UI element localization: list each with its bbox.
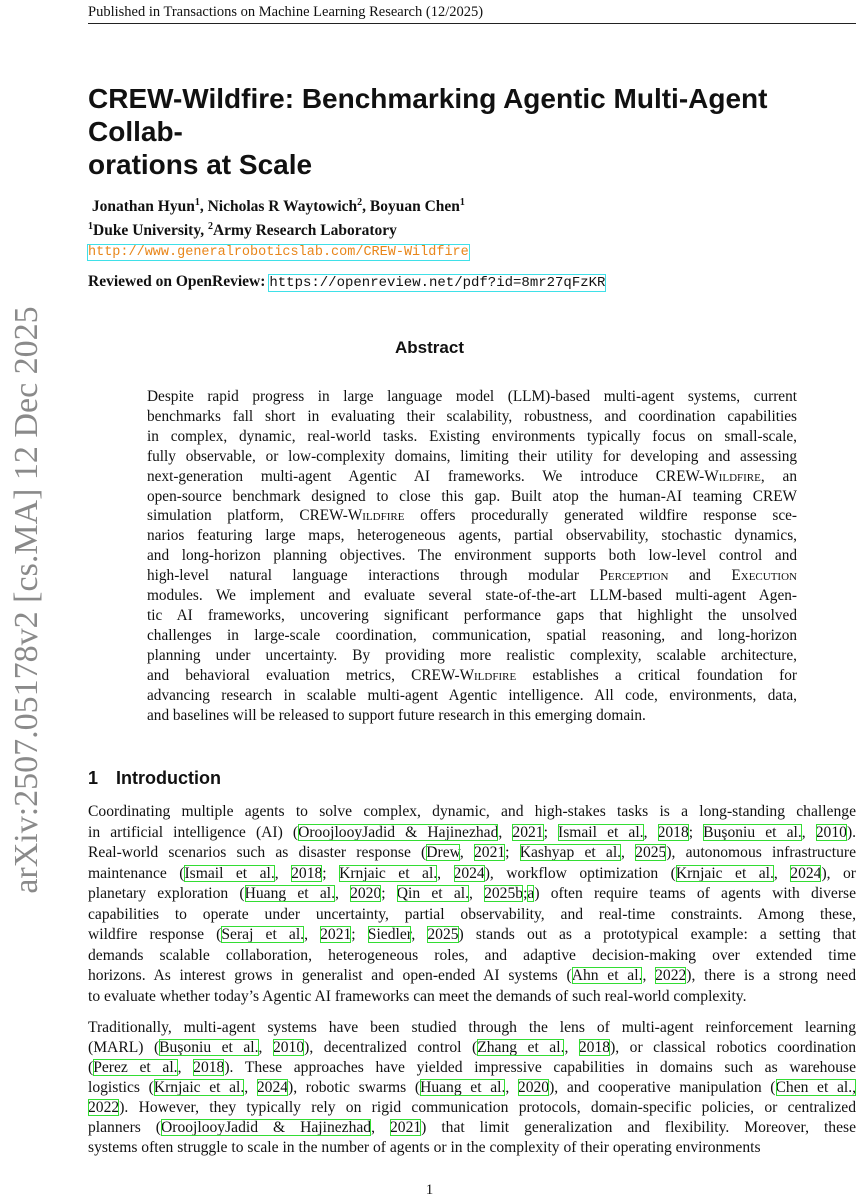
text-line (147, 506, 797, 526)
title-line: orations at Scale (88, 149, 313, 180)
text-run: establishes a critical foundation for (516, 666, 797, 684)
text-run: planning under uncertainty. By providing more realistic complexity, scalable architecture, (147, 646, 797, 664)
text-run: , (258, 1039, 273, 1056)
citation-link[interactable]: a (527, 885, 535, 902)
text-run: tic AI frameworks, uncovering significant performance gaps that highlight the unsolved (147, 606, 797, 624)
text-run: ), autonomous infrastructure (666, 844, 857, 861)
text-line (147, 626, 797, 646)
text-run: , (334, 885, 351, 902)
text-run: capabilities to operate under uncertainty, partial observability, and real-time constraints. Among these, (88, 905, 856, 923)
text-line (147, 407, 797, 427)
citation-link[interactable]: 2022 (88, 1099, 120, 1116)
title-line: CREW-Wildfire: Benchmarking Agentic Multi-Agent Collab- (88, 83, 768, 147)
text-line (147, 487, 797, 507)
affiliation-mark: 2 (207, 221, 213, 233)
text-run: planners ( (88, 1119, 161, 1136)
small-caps-text: Wildfire (459, 666, 517, 684)
affiliation: Army Research Laboratory (212, 222, 397, 240)
text-line (147, 546, 797, 566)
citation-link[interactable]: Siedler (367, 926, 412, 943)
citation-link[interactable]: 2021 (473, 844, 506, 861)
small-caps-text: Perception (599, 567, 669, 585)
citation-link[interactable]: Krnjaic et al. (675, 864, 774, 882)
text-run: planetary exploration ( (88, 885, 245, 902)
text-run: in artificial intelligence (AI) ( (88, 823, 299, 841)
text-run: ), workflow optimization ( (484, 864, 676, 882)
citation-link[interactable]: Krnjaic et al. (339, 864, 438, 882)
text-line (147, 526, 797, 546)
citation-link[interactable]: 2021 (389, 1119, 422, 1136)
text-run: and (668, 567, 732, 585)
small-caps-text: Wildfire (704, 467, 761, 485)
text-run: ), or (821, 864, 856, 882)
text-run: high-level natural language interactions through modular (147, 567, 600, 585)
author-name: Boyuan Chen (369, 198, 460, 216)
text-line (88, 843, 856, 864)
text-line (147, 586, 797, 606)
text-run: modules. We implement and evaluate several state-of-the-art LLM-based multi-agent Agen- (147, 587, 797, 605)
citation-link[interactable]: Krnjaic et al. (153, 1079, 245, 1096)
text-run: open-source benchmark designed to close this gap. Built atop the human-AI teaming CREW (147, 487, 797, 505)
affiliation-mark: 1 (88, 221, 93, 233)
openreview-link[interactable]: https://openreview.net/pdf?id=8mr27qFzKR (269, 275, 606, 291)
small-caps-text: Wildfire (347, 507, 405, 525)
citation-link[interactable]: Seraj et al. (221, 926, 305, 943)
text-line (88, 905, 856, 926)
citation-link[interactable]: 2025b (484, 885, 524, 902)
text-run: ). (846, 823, 857, 841)
text-line (88, 823, 856, 844)
citation-link[interactable]: 2018 (291, 864, 323, 882)
affiliation-mark: 2 (357, 197, 363, 208)
text-run: systems often struggle to scale in the number of agents or in the complexity of their operating environments (88, 1139, 761, 1156)
text-line (88, 1118, 856, 1138)
text-run: Coordinating multiple agents to solve complex, dynamic, and high-stakes tasks is a long-standing challenge (88, 803, 856, 820)
text-run: , (773, 864, 791, 882)
text-run: fully observable, or low-complexity domains, limiting their utility for developing and assessing (147, 447, 797, 465)
text-line (147, 447, 797, 467)
section-heading (88, 768, 221, 789)
citation-link[interactable]: Ismail et al. (184, 864, 275, 882)
citation-link[interactable]: 2020 (517, 1079, 550, 1096)
text-run: and baselines will be released to support future research in this emerging domain. (147, 706, 646, 724)
text-run: , (459, 844, 474, 861)
abstract-body (147, 387, 797, 725)
text-run: , (274, 864, 292, 882)
text-run: and behavioral evaluation metrics, CREW- (147, 666, 460, 684)
text-run: , an (760, 467, 797, 485)
citation-link[interactable]: Huang et al. (244, 885, 335, 902)
text-run: ; (505, 844, 520, 861)
text-run: ; (381, 885, 397, 902)
text-run: logistics ( (88, 1079, 154, 1096)
review-line (88, 273, 605, 291)
text-run: ), and cooperative manipulation ( (549, 1079, 776, 1096)
text-run: , (564, 1039, 579, 1056)
text-run: challenges in large-scale coordination, communication, spatial reasoning, and long-horizon (147, 626, 797, 644)
text-run: ) that limit generalization and flexibility. Moreover, these (421, 1119, 857, 1136)
review-label: Reviewed on OpenReview: (88, 273, 266, 290)
text-run: Despite rapid progress in large language model (LLM)-based multi-agent systems, current (147, 388, 797, 405)
text-line (88, 946, 856, 967)
citation-link[interactable]: Buşoniu et al. (159, 1039, 259, 1056)
text-line (88, 1078, 856, 1098)
citation-link[interactable]: Zhang et al. (477, 1039, 565, 1056)
citation-link[interactable]: 2022 (655, 967, 687, 984)
text-run: , (642, 967, 656, 984)
author-name: Jonathan Hyun (91, 198, 195, 216)
text-run: , (437, 864, 454, 882)
citation-link[interactable]: 2018 (578, 1039, 611, 1056)
running-header: Published in Transactions on Machine Learning Research (12/2025) (88, 4, 856, 24)
text-run: ). These approaches have yielded impressive capabilities in domains such as warehouse (224, 1059, 856, 1076)
citation-link[interactable]: 2024 (256, 1079, 289, 1096)
text-run: ; (523, 885, 528, 902)
text-line (147, 387, 797, 407)
text-run: offers procedurally generated wildfire response sce- (404, 507, 797, 525)
citation-link[interactable]: Kashyap et al. (519, 844, 622, 861)
text-run: advancing research in scalable multi-agent Agentic intelligence. All code, environments, data, (147, 686, 797, 704)
author-name: Nicholas R Waytowich (207, 198, 358, 216)
text-run: , (643, 823, 658, 841)
text-run: ( (88, 1059, 94, 1076)
citation-link[interactable]: OroojlooyJadid & Hajinezhad (161, 1119, 372, 1136)
author-block (88, 193, 469, 263)
abstract-heading: Abstract (395, 338, 464, 357)
text-line (88, 1138, 856, 1158)
citation-link[interactable]: 2018 (193, 1059, 225, 1076)
text-run: ) often require teams of agents with diverse (534, 885, 857, 902)
citation-link[interactable]: 2025 (635, 844, 667, 861)
citation-link[interactable]: 2018 (657, 823, 689, 841)
citation-link[interactable]: Buşoniu et al. (703, 823, 802, 841)
citation-link[interactable]: 2021 (512, 823, 544, 841)
text-line (147, 566, 797, 586)
text-line (88, 966, 856, 987)
text-run: to evaluate whether today’s Agentic AI frameworks can meet the demands of such real-world complexity. (88, 987, 747, 1005)
text-run: ), decentralized control ( (304, 1039, 478, 1056)
affiliation: Duke University (93, 222, 201, 240)
text-line (88, 884, 856, 905)
text-line (88, 1098, 856, 1118)
affiliation-mark: 1 (459, 197, 465, 208)
affiliations: $^1$Duke University, $^2$Army Research Laboratory (88, 221, 397, 240)
citation-link[interactable]: Ahn et al. (571, 967, 643, 984)
text-run: , (621, 844, 636, 861)
text-line (88, 802, 856, 823)
text-line (88, 1058, 856, 1078)
arxiv-stamp: arXiv:2507.05178v2 [cs.MA] 12 Dec 2025 (8, 306, 45, 894)
text-run: simulation platform, CREW- (147, 507, 348, 525)
citation-link[interactable]: 2010 (815, 823, 847, 841)
citation-link[interactable]: 2021 (320, 926, 352, 943)
text-run: , (244, 1079, 257, 1096)
citation-link[interactable]: 2024 (453, 864, 485, 882)
text-run: , (177, 1059, 194, 1076)
text-line (147, 427, 797, 447)
text-line (147, 646, 797, 666)
citation-link[interactable]: Drew (426, 844, 460, 861)
text-run: , (411, 926, 428, 943)
text-line (88, 864, 856, 885)
citation-link[interactable]: 2025 (427, 926, 459, 943)
intro-paragraph-1 (88, 802, 856, 1007)
text-run: , (468, 885, 485, 902)
text-run: horizons. As interest grows in generalist and open-ended AI systems ( (88, 967, 572, 984)
text-run: ) stands out as a prototypical example: a setting that (458, 926, 857, 943)
text-run: Real-world scenarios such as disaster response ( (88, 844, 427, 861)
text-run: ), or classical robotics coordination (610, 1039, 857, 1056)
paper-title (88, 82, 859, 181)
citation-link[interactable]: Ismail et al. (558, 823, 644, 841)
text-run: ; (688, 823, 704, 841)
text-run: ; (351, 926, 368, 943)
section-number: 1 (88, 768, 99, 788)
text-line (147, 666, 797, 686)
text-run: , (371, 1119, 390, 1136)
citation-link[interactable]: Huang et al. (420, 1079, 506, 1096)
text-run: ), there is a strong need (686, 967, 856, 984)
small-caps-text: Execution (731, 567, 797, 585)
text-run: (MARL) ( (88, 1039, 160, 1056)
citation-link[interactable]: Qin et al. (396, 885, 469, 902)
text-run: narios featuring large maps, heterogeneous agents, partial observability, stochastic dynamics, (147, 527, 797, 545)
page-number: 1 (425, 1182, 434, 1198)
text-line (147, 467, 797, 487)
text-run: next-generation multi-agent Agentic AI frameworks. We introduce CREW- (147, 467, 705, 485)
section-title: Introduction (116, 768, 221, 788)
text-run: ; (322, 864, 340, 882)
text-line (147, 606, 797, 626)
text-run: ; (543, 823, 558, 841)
citation-link[interactable]: 2010 (272, 1039, 305, 1056)
text-line (88, 1038, 856, 1058)
text-run: ). However, they typically rely on rigid communication protocols, domain-specific policies, or centralized (119, 1099, 856, 1116)
author-list: Jonathan Hyun$^1$, Nicholas R Waytowich$^2$, Boyuan Chen$^1$ (91, 197, 465, 216)
text-line (147, 706, 797, 726)
intro-paragraph-2 (88, 1018, 856, 1158)
text-run: , (505, 1079, 518, 1096)
text-run: in complex, dynamic, real-world tasks. Existing environments typically focus on small-scale, (147, 427, 797, 445)
text-run: , (304, 926, 321, 943)
text-line (88, 1018, 856, 1038)
text-run: and long-horizon planning objectives. The environment supports both low-level control and (147, 547, 797, 565)
text-line (88, 925, 856, 946)
text-run: wildfire response ( (88, 926, 222, 943)
text-run: , (498, 823, 513, 841)
text-line (147, 686, 797, 706)
text-run: maintenance ( (88, 864, 185, 882)
citation-link[interactable]: 2024 (790, 864, 822, 882)
text-run: ), robotic swarms ( (288, 1079, 421, 1096)
affiliation-mark: 1 (194, 197, 200, 208)
text-run: , (801, 823, 816, 841)
text-run: benchmarks fall short in evaluating their scalability, robustness, and coordination capabilities (147, 407, 797, 425)
text-run: demands scalable collaboration, heterogeneous roles, and adaptive decision-making over extended time (88, 946, 856, 964)
citation-link[interactable]: Perez et al. (93, 1059, 178, 1076)
citation-link[interactable]: 2020 (350, 885, 382, 902)
project-url-link[interactable]: http://www.generalroboticslab.com/CREW-Wildfire (88, 245, 469, 261)
text-run: Traditionally, multi-agent systems have been studied through the lens of multi-agent reinforcement learning (88, 1019, 856, 1036)
text-line (88, 987, 856, 1008)
citation-link[interactable]: OroojlooyJadid & Hajinezhad (298, 823, 499, 841)
citation-link[interactable]: Chen et al., (775, 1079, 857, 1096)
